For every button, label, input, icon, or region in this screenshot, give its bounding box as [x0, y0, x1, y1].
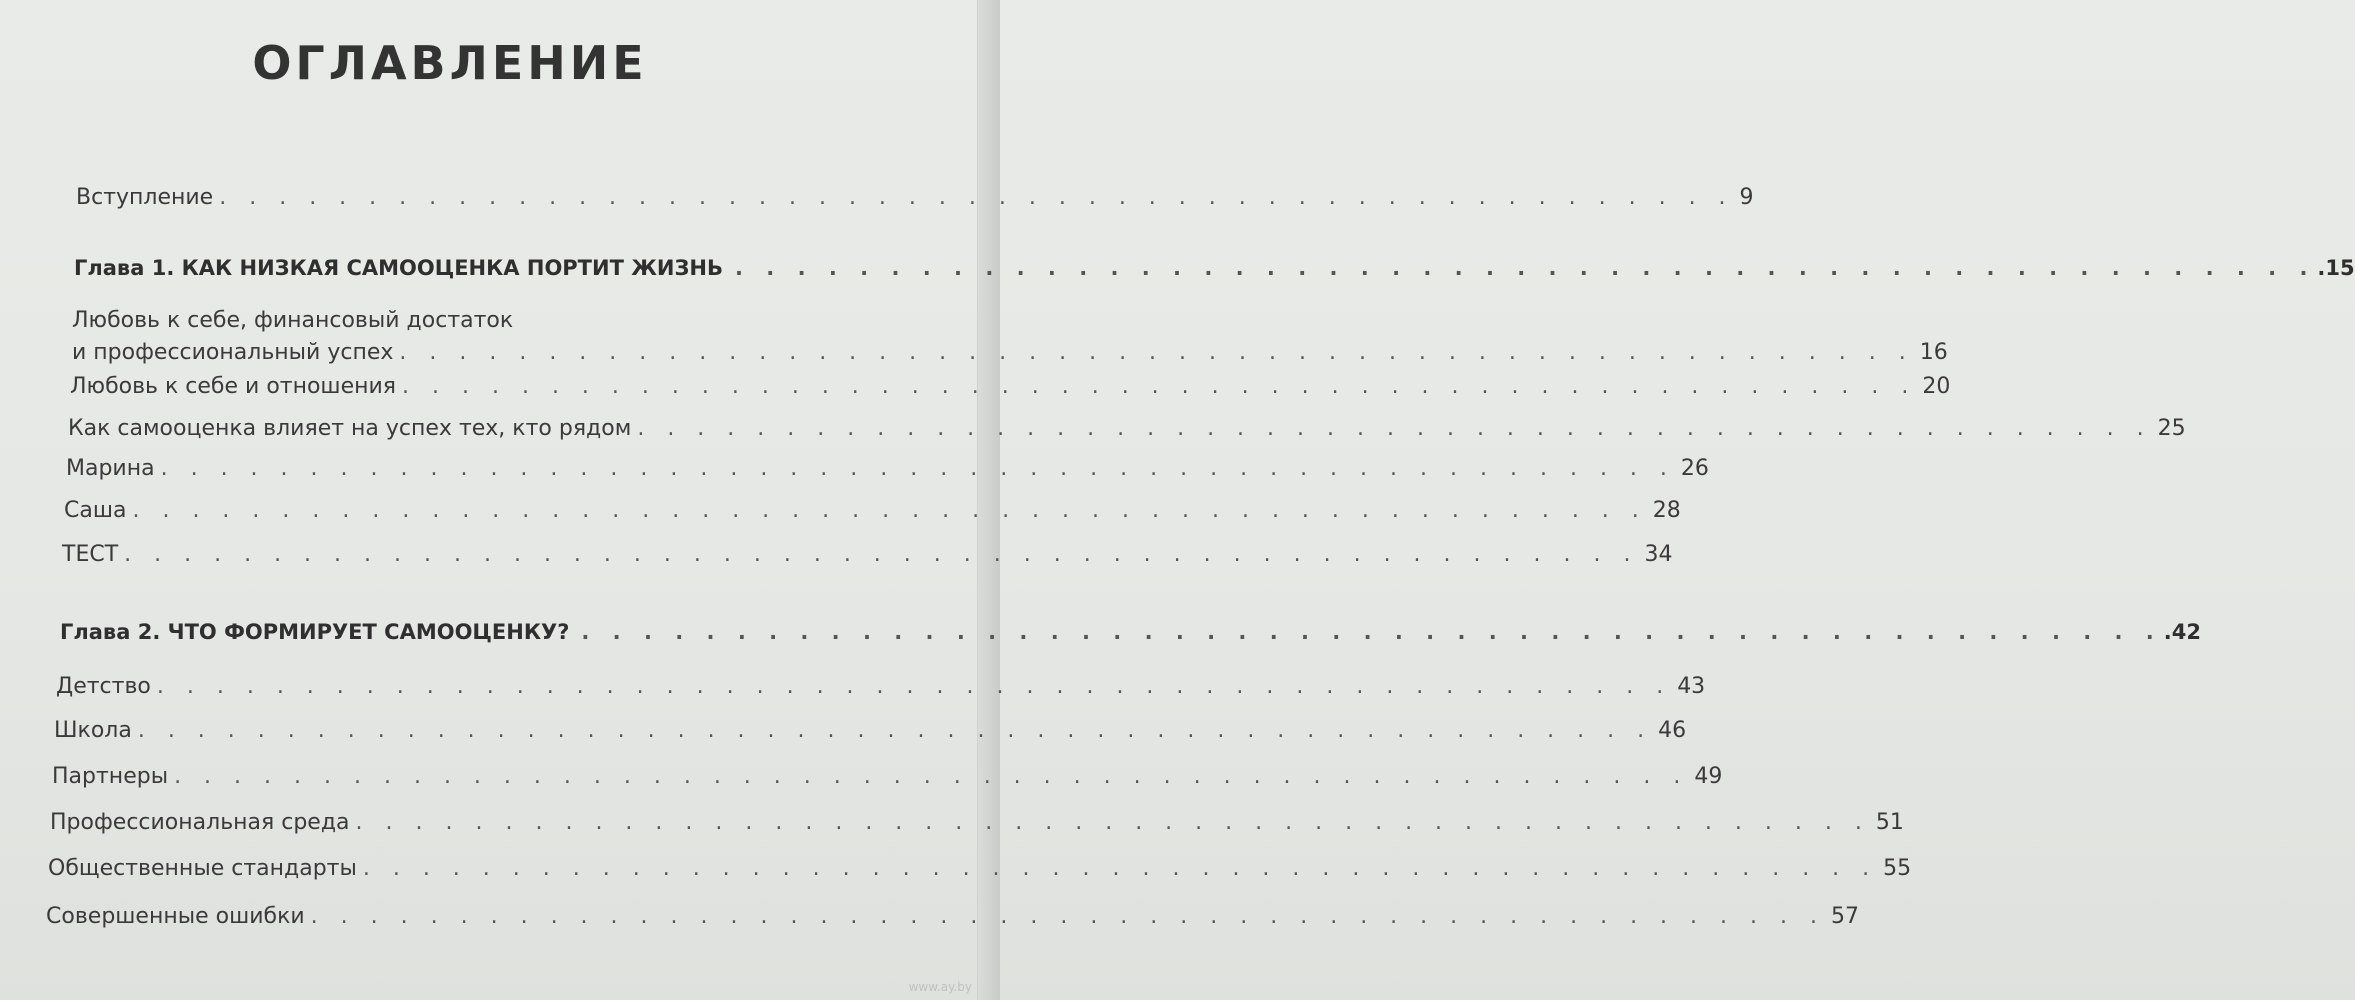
toc-entry-label: Марина [66, 456, 155, 481]
leader-dots: . . . . . . . . . . . . . . . . . . . . . . . . . . . . . . . . . . . . . . . . . . . . . . . . . . . [355, 810, 1870, 835]
toc-page-number: 51 [1875, 810, 1904, 835]
toc-entry-love-finance [72, 340, 1948, 365]
toc-entry-childhood [56, 674, 1706, 699]
toc-entry-love-relations [70, 374, 1951, 399]
toc-chapter-label: Глава 1. КАК НИЗКАЯ САМООЦЕНКА ПОРТИТ ЖИЗНЬ [74, 256, 724, 280]
leader-dots: . . . . . . . . . . . . . . . . . . . . . . . . . . . . . . . . . . . . . . . . . . . . . . . . . . . [132, 498, 1647, 523]
toc-entry-label: Как самооценка влияет на успех тех, кто рядом [68, 416, 632, 441]
toc-entry-school [54, 718, 1687, 743]
leader-dots: . . . . . . . . . . . . . . . . . . . . . . . . . . . . . . . . . . . . . . . . . . . . . . . . . . . [137, 718, 1653, 743]
toc-entry-line1: Любовь к себе, финансовый достаток [72, 308, 514, 333]
leader-dots: . . . . . . . . . . . . . . . . . . . . . . . . . . . . . . . . . . . . . . . . . . . . . . . . . . . [399, 340, 1914, 365]
leader-dots: . . . . . . . . . . . . . . . . . . . . . . . . . . . . . . . . . . . . . . . . . . . . . . . . . . . [362, 856, 1878, 881]
toc-entry-sasha [64, 498, 1681, 523]
toc-entry-social-standards [48, 856, 1912, 881]
toc-entry-test [62, 542, 1673, 567]
toc-page-number: 9 [1739, 185, 1754, 210]
toc-page-number: .15 [2317, 256, 2355, 280]
toc-entry-label: Профессиональная среда [50, 810, 350, 835]
toc-entry-intro [76, 185, 1754, 210]
toc-page-number: 16 [1919, 340, 1948, 365]
toc-page-number: 49 [1694, 764, 1723, 789]
toc-page-number: 20 [1922, 374, 1951, 399]
toc-page-number: 26 [1680, 456, 1709, 481]
toc-page-number: .42 [2163, 620, 2201, 644]
toc-page-number: 55 [1883, 856, 1912, 881]
toc-entry-professional-env [50, 810, 1904, 835]
leader-dots: . . . . . . . . . . . . . . . . . . . . . . . . . . . . . . . . . . . . . . . . . . . . . . . . . . . [160, 456, 1675, 481]
toc-entry-label: Совершенные ошибки [46, 904, 305, 929]
leader-dots: . . . . . . . . . . . . . . . . . . . . . . . . . . . . . . . . . . . . . . . . . . . . . . . . . . . [637, 416, 2152, 441]
leader-dots: . . . . . . . . . . . . . . . . . . . . . . . . . . . . . . . . . . . . . . . . . . . . . . . . . . . [156, 674, 1672, 699]
toc-entry-label: Общественные стандарты [48, 856, 357, 881]
leader-dots: . . . . . . . . . . . . . . . . . . . . . . . . . . . . . . . . . . . . . . . . . . . . . . . . . . . [581, 620, 2162, 644]
watermark: www.ay.by [908, 980, 972, 994]
toc-page-number: 34 [1644, 542, 1673, 567]
leader-dots: . . . . . . . . . . . . . . . . . . . . . . . . . . . . . . . . . . . . . . . . . . . . . . . . . . . [174, 764, 1689, 789]
page-title: ОГЛАВЛЕНИЕ [252, 36, 648, 90]
toc-entry-label: и профессиональный успех [72, 340, 394, 365]
toc-page-number: 46 [1658, 718, 1687, 743]
leader-dots: . . . . . . . . . . . . . . . . . . . . . . . . . . . . . . . . . . . . . . . . . . . . . . . . . . . [310, 904, 1825, 929]
toc-entry-label: ТЕСТ [62, 542, 119, 567]
toc-chapter-2 [60, 620, 2201, 644]
leader-dots: . . . . . . . . . . . . . . . . . . . . . . . . . . . . . . . . . . . . . . . . . . . . . . . . . . . [735, 256, 2316, 280]
toc-entry-influence [68, 416, 2186, 441]
toc-entry-label: Детство [56, 674, 151, 699]
toc-chapter-label: Глава 2. ЧТО ФОРМИРУЕТ САМООЦЕНКУ? [60, 620, 570, 644]
leader-dots: . . . . . . . . . . . . . . . . . . . . . . . . . . . . . . . . . . . . . . . . . . . . . . . . . . . [402, 374, 1917, 399]
toc-entry-label: Партнеры [52, 764, 169, 789]
toc-entry-mistakes [46, 904, 1859, 929]
toc-entry-partners [52, 764, 1723, 789]
toc-entry-label: Школа [54, 718, 132, 743]
leader-dots: . . . . . . . . . . . . . . . . . . . . . . . . . . . . . . . . . . . . . . . . . . . . . . . . . . . [219, 185, 1734, 210]
toc-chapter-1 [74, 256, 2355, 280]
toc-page-number: 57 [1830, 904, 1859, 929]
toc-page-number: 28 [1652, 498, 1681, 523]
leader-dots: . . . . . . . . . . . . . . . . . . . . . . . . . . . . . . . . . . . . . . . . . . . . . . . . . . . [124, 542, 1639, 567]
toc-entry-label: Любовь к себе и отношения [70, 374, 397, 399]
toc-entry-marina [66, 456, 1709, 481]
toc-entry-label: Вступление [76, 185, 214, 210]
toc-entry-label: Саша [64, 498, 127, 523]
toc-page-number: 25 [2157, 416, 2186, 441]
toc-page-number: 43 [1677, 674, 1706, 699]
